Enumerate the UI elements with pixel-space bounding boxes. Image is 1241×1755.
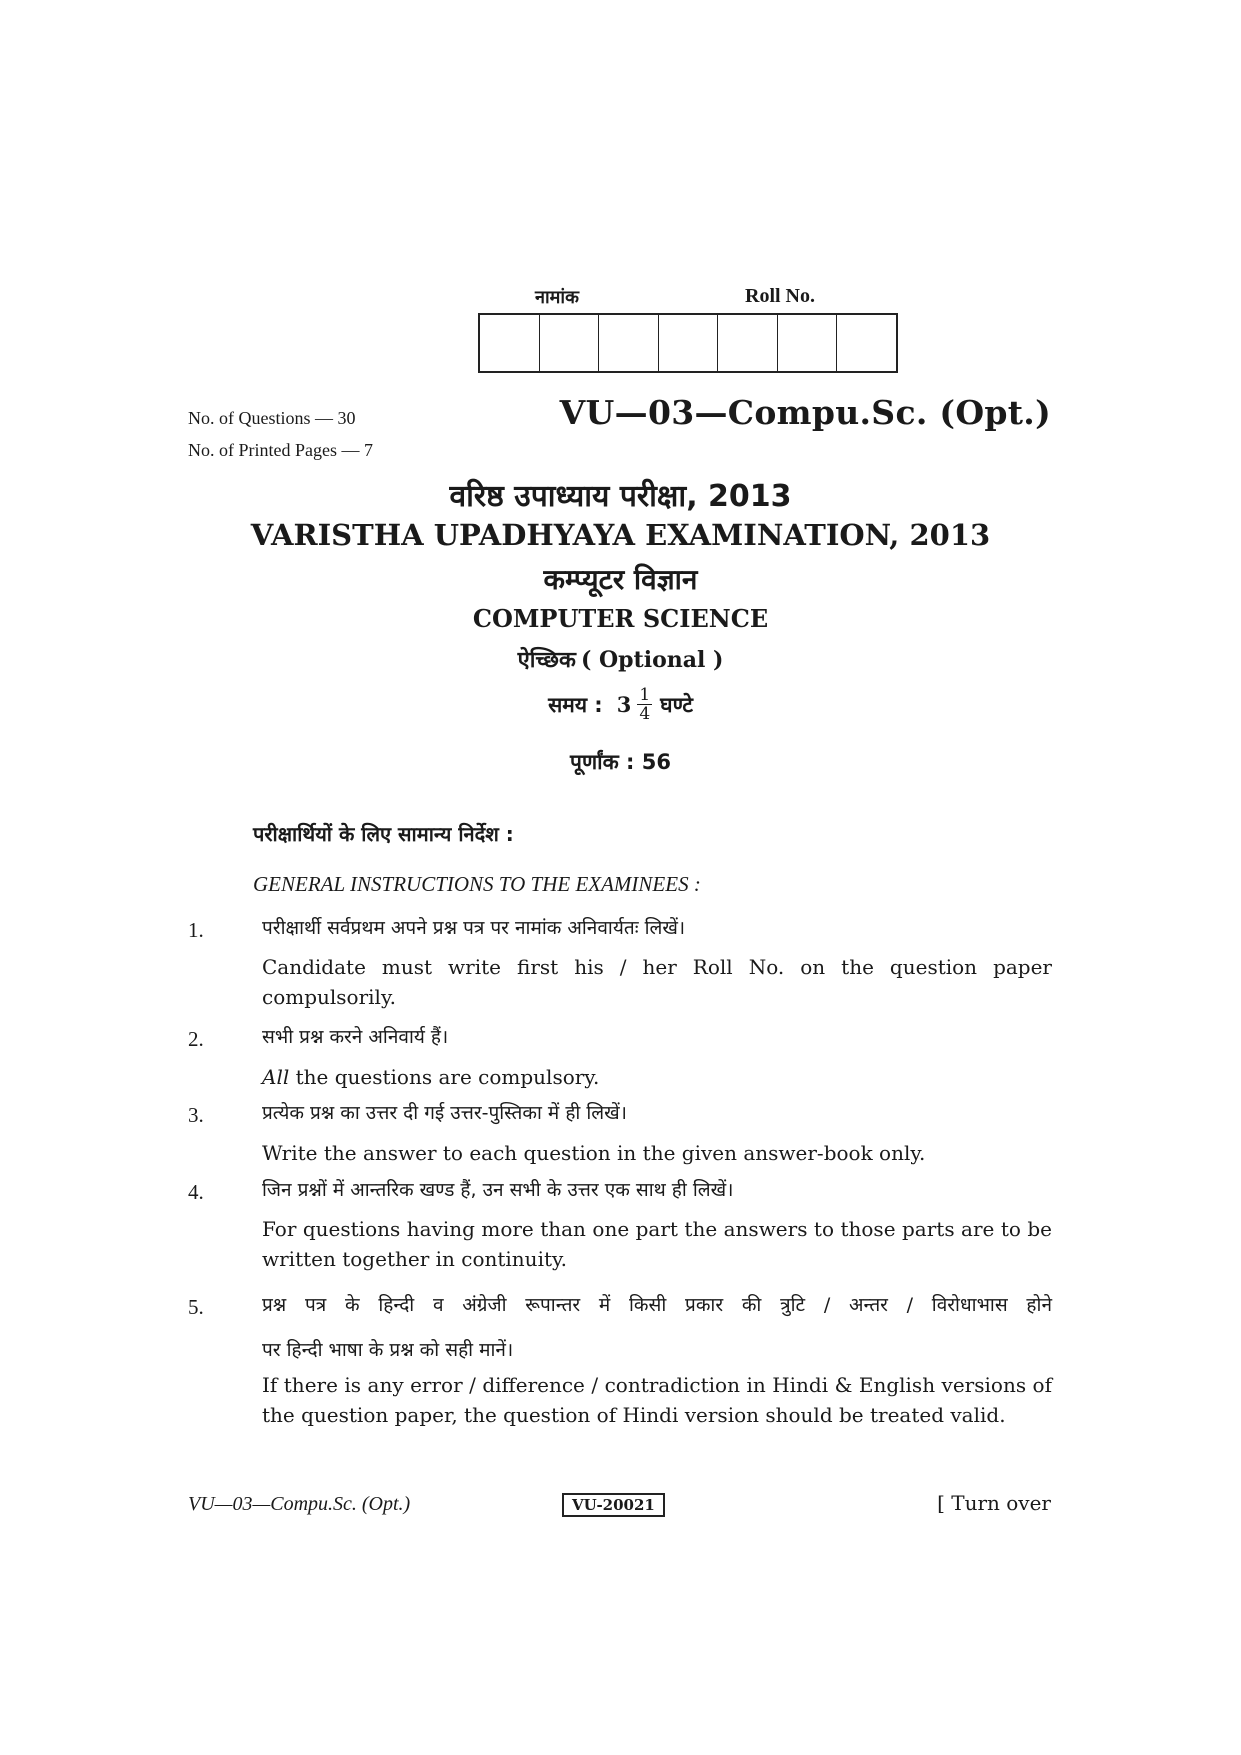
optional-label bbox=[0, 644, 1241, 674]
optional-english: ( Optional ) bbox=[580, 647, 724, 673]
roll-digit-box[interactable] bbox=[599, 315, 659, 371]
roll-label-english: Roll No. bbox=[745, 285, 815, 307]
optional-hindi: ऐच्छिक bbox=[517, 648, 576, 673]
time-denominator: 4 bbox=[639, 704, 651, 724]
subject-english: COMPUTER SCIENCE bbox=[472, 604, 769, 633]
instruction-hindi: प्रत्येक प्रश्न का उत्तर दी गई उत्तर-पुस्तिका में ही लिखें। bbox=[262, 1102, 627, 1124]
page-count: No. of Printed Pages — 7 bbox=[188, 440, 373, 460]
time-fraction bbox=[637, 686, 652, 723]
question-count: No. of Questions — 30 bbox=[188, 408, 356, 428]
instruction-english: Write the answer to each question in the given answer-book only. bbox=[262, 1141, 926, 1165]
max-marks: पूर्णांक : 56 bbox=[570, 750, 671, 774]
time-whole: 3 bbox=[616, 692, 632, 717]
subject-hindi: कम्प्यूटर विज्ञान bbox=[543, 563, 698, 596]
roll-digit-box[interactable] bbox=[778, 315, 838, 371]
exam-title-english: VARISTHA UPADHYAYA EXAMINATION, 2013 bbox=[250, 518, 991, 552]
instruction-hindi: जिन प्रश्नों में आन्तरिक खण्ड हैं, उन सभी के उत्तर एक साथ ही लिखें। bbox=[262, 1179, 734, 1201]
time-label: समय : bbox=[548, 692, 603, 717]
instruction-number: 1. bbox=[188, 918, 204, 942]
exam-title-hindi: वरिष्ठ उपाध्याय परीक्षा, 2013 bbox=[449, 479, 792, 514]
instruction-number: 5. bbox=[188, 1295, 204, 1319]
instruction-number: 2. bbox=[188, 1027, 204, 1051]
instructions-heading-english: GENERAL INSTRUCTIONS TO THE EXAMINEES : bbox=[253, 872, 701, 896]
instructions-heading-hindi: परीक्षार्थियों के लिए सामान्य निर्देश : bbox=[253, 822, 514, 846]
roll-digit-box[interactable] bbox=[480, 315, 540, 371]
emphasis-all: All bbox=[262, 1065, 290, 1089]
instruction-hindi-continued: पर हिन्दी भाषा के प्रश्न को सही मानें। bbox=[262, 1339, 514, 1361]
roll-digit-box[interactable] bbox=[659, 315, 719, 371]
instruction-english bbox=[262, 1062, 1052, 1092]
instruction-number: 3. bbox=[188, 1103, 204, 1127]
roll-digit-box[interactable] bbox=[540, 315, 600, 371]
footer-serial-code: VU-20021 bbox=[562, 1493, 665, 1517]
time-numerator: 1 bbox=[639, 685, 651, 705]
instruction-hindi: प्रश्न पत्र के हिन्दी व अंग्रेजी रूपान्तर में किसी प्रकार की त्रुटि / अन्तर / विरोधाभास होने bbox=[262, 1294, 1052, 1316]
instruction-english: For questions having more than one part the answers to those parts are to be written together in continuity. bbox=[262, 1217, 1052, 1271]
paper-code: VU—03—Compu.Sc. (Opt.) bbox=[559, 393, 1051, 432]
instruction-english: If there is any error / difference / contradiction in Hindi & English versions of the question paper, the question of Hindi version should be treated valid. bbox=[262, 1373, 1052, 1427]
roll-number-boxes[interactable] bbox=[478, 313, 898, 373]
instruction-hindi: सभी प्रश्न करने अनिवार्य हैं। bbox=[262, 1026, 449, 1048]
time-unit: घण्टे bbox=[660, 692, 693, 717]
time-allowed bbox=[0, 686, 1241, 723]
roll-digit-box[interactable] bbox=[718, 315, 778, 371]
instruction-hindi: परीक्षार्थी सर्वप्रथम अपने प्रश्न पत्र पर नामांक अनिवार्यतः लिखें। bbox=[262, 917, 686, 939]
footer-paper-code: VU—03—Compu.Sc. (Opt.) bbox=[188, 1493, 411, 1515]
turn-over-label: [ Turn over bbox=[937, 1491, 1051, 1515]
roll-digit-box[interactable] bbox=[837, 315, 896, 371]
instruction-english-rest: the questions are compulsory. bbox=[289, 1065, 600, 1089]
roll-label-hindi: नामांक bbox=[535, 287, 579, 308]
instruction-english: Candidate must write first his / her Roll No. on the question paper compulsorily. bbox=[262, 955, 1052, 1009]
instruction-number: 4. bbox=[188, 1180, 204, 1204]
